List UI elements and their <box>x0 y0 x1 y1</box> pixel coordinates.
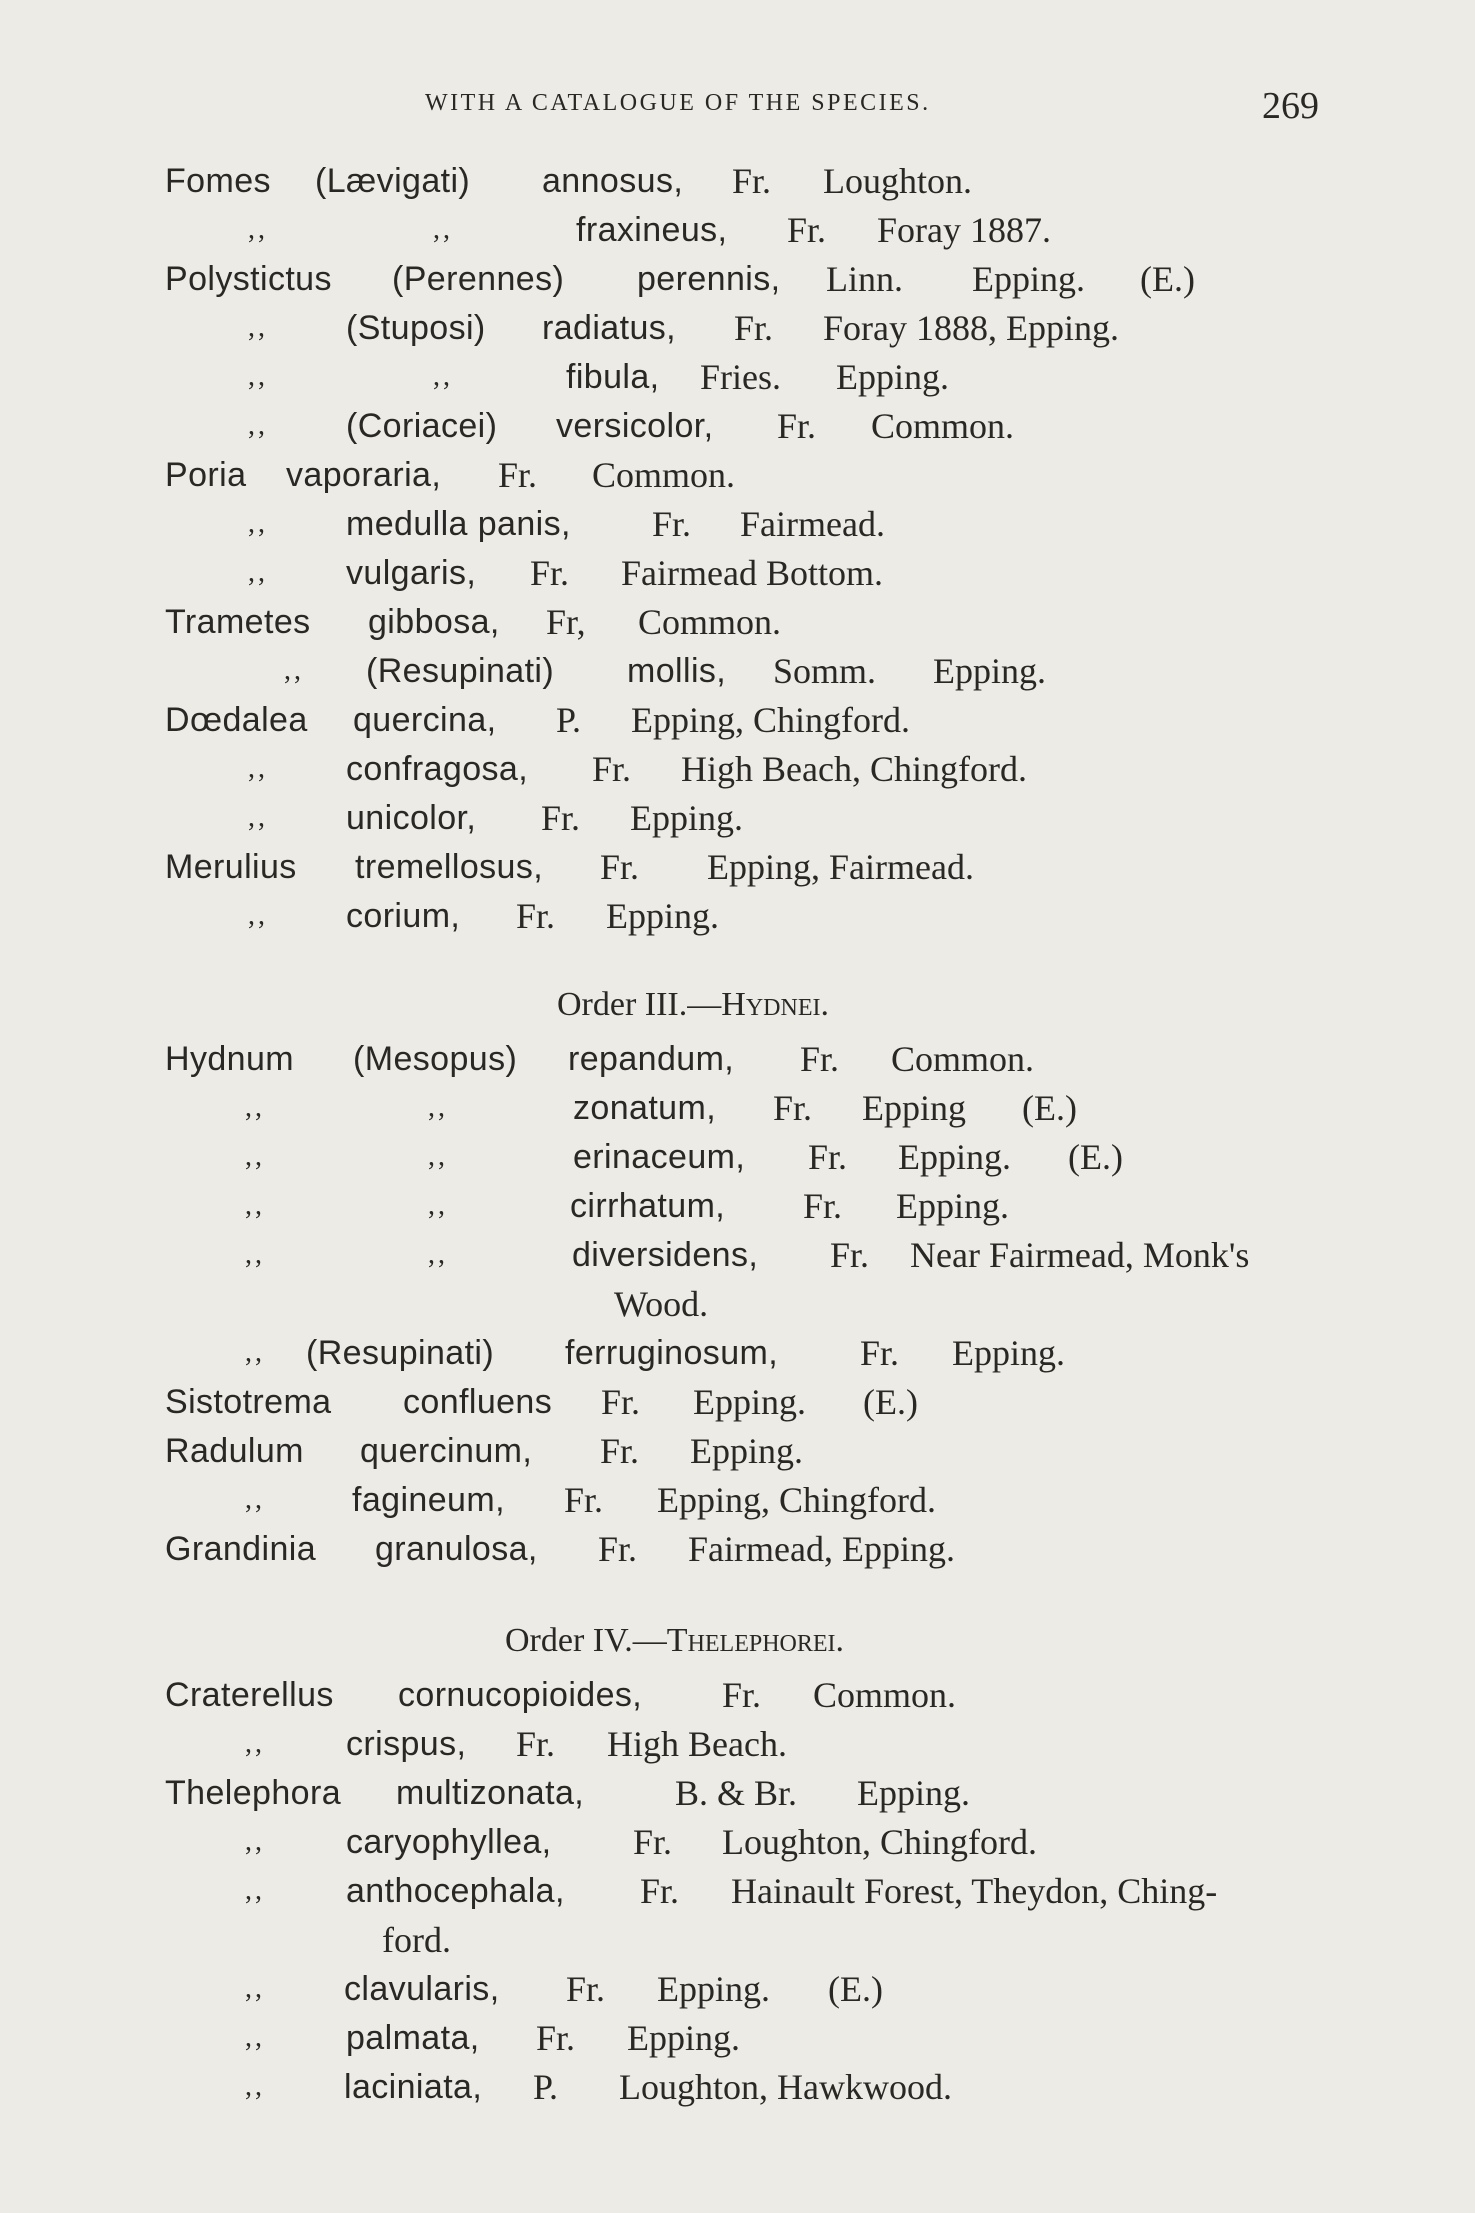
locality: Epping. <box>952 1333 1065 1373</box>
catalogue-entry <box>0 794 1475 842</box>
ditto-mark: ,, <box>245 2071 265 2102</box>
authority: Fr. <box>830 1235 870 1275</box>
locality: Epping. <box>836 357 949 397</box>
species: cirrhatum, <box>570 1187 726 1225</box>
authority: Fr. <box>598 1529 638 1569</box>
species: corium, <box>346 897 461 935</box>
ditto-mark: ,, <box>428 1239 448 1270</box>
ditto-mark: ,, <box>428 1092 448 1123</box>
authority: Fr, <box>546 602 586 642</box>
order-name: Thelephorei. <box>666 1622 845 1659</box>
subgroup: (Resupinati) <box>306 1334 495 1372</box>
species: fagineum, <box>352 1481 505 1519</box>
catalogue-entry <box>0 892 1475 940</box>
authority: Fr. <box>530 553 570 593</box>
running-title: WITH A CATALOGUE OF THE SPECIES. <box>425 90 931 116</box>
genus: Grandinia <box>165 1530 317 1568</box>
catalogue-entry <box>0 1525 1475 1573</box>
locality: Epping, Chingford. <box>657 1480 936 1520</box>
catalogue-entry <box>0 1378 1475 1426</box>
authority: Fr. <box>516 896 556 936</box>
catalogue-entry <box>0 2063 1475 2111</box>
species: confragosa, <box>346 750 529 788</box>
ditto-mark: ,, <box>248 753 268 784</box>
authority: Fr. <box>541 798 581 838</box>
authority: Fr. <box>516 1724 556 1764</box>
authority: Fr. <box>777 406 817 446</box>
ditto-mark: ,, <box>433 214 453 245</box>
authority: Fr. <box>536 2018 576 2058</box>
authority: B. & Br. <box>675 1773 798 1813</box>
authority: Fr. <box>566 1969 606 2009</box>
catalogue-entry <box>0 1084 1475 1132</box>
page-number: 269 <box>1262 85 1319 127</box>
genus: Dœdalea <box>165 701 308 739</box>
page-header <box>0 86 1475 126</box>
species: diversidens, <box>572 1236 759 1274</box>
locality-continuation: Wood. <box>614 1284 709 1324</box>
locality: Epping. <box>898 1137 1011 1177</box>
catalogue-entry <box>0 1720 1475 1768</box>
locality: Common. <box>592 455 736 495</box>
ditto-mark: ,, <box>248 361 268 392</box>
locality: Loughton, Hawkwood. <box>619 2067 952 2107</box>
locality: Fairmead, Epping. <box>688 1529 955 1569</box>
ditto-mark: ,, <box>433 361 453 392</box>
species: gibbosa, <box>368 603 500 641</box>
locality: Epping. <box>896 1186 1009 1226</box>
locality: High Beach. <box>607 1724 787 1764</box>
species: clavularis, <box>344 1970 500 2008</box>
order-heading-text <box>505 1617 844 1665</box>
catalogue-entry <box>0 1476 1475 1524</box>
note: (E.) <box>1068 1137 1123 1177</box>
genus: Hydnum <box>165 1040 295 1078</box>
catalogue-entry <box>0 1867 1475 1915</box>
catalogue-entry <box>0 1818 1475 1866</box>
catalogue-entry <box>0 1133 1475 1181</box>
order-number: Order III.— <box>557 986 722 1023</box>
ditto-mark: ,, <box>245 1484 265 1515</box>
genus: Craterellus <box>165 1676 334 1714</box>
subgroup: (Resupinati) <box>366 652 555 690</box>
catalogue-entry-continuation <box>0 1280 1475 1328</box>
species: quercina, <box>353 701 497 739</box>
locality: Epping. <box>857 1773 970 1813</box>
genus: Poria <box>165 456 247 494</box>
catalogue-entry <box>0 500 1475 548</box>
catalogue-entry <box>0 598 1475 646</box>
locality: Near Fairmead, Monk's <box>910 1235 1250 1275</box>
locality: Epping, Fairmead. <box>707 847 974 887</box>
locality: Epping. <box>606 896 719 936</box>
species: quercinum, <box>360 1432 533 1470</box>
order-heading <box>0 1617 1475 1665</box>
catalogue-entry <box>0 1965 1475 2013</box>
species: cornucopioides, <box>398 1676 643 1714</box>
locality: High Beach, Chingford. <box>681 749 1027 789</box>
genus: Merulius <box>165 848 297 886</box>
ditto-mark: ,, <box>245 2022 265 2053</box>
catalogue-entry <box>0 1231 1475 1279</box>
note: (E.) <box>828 1969 883 2009</box>
locality: Epping, Chingford. <box>631 700 910 740</box>
order-name: Hydnei. <box>721 986 829 1023</box>
catalogue-entry <box>0 1182 1475 1230</box>
note: (E.) <box>1140 259 1195 299</box>
locality-continuation: ford. <box>382 1920 451 1960</box>
authority: Fr. <box>600 1431 640 1471</box>
authority: Fr. <box>860 1333 900 1373</box>
locality: Foray 1888, Epping. <box>823 308 1119 348</box>
species: fibula, <box>566 358 660 396</box>
species: zonatum, <box>573 1089 717 1127</box>
genus: Radulum <box>165 1432 304 1470</box>
genus: Fomes <box>165 162 271 200</box>
locality: Epping. <box>693 1382 806 1422</box>
catalogue-entry <box>0 451 1475 499</box>
locality: Epping. <box>627 2018 740 2058</box>
species: annosus, <box>542 162 684 200</box>
locality: Epping. <box>630 798 743 838</box>
ditto-mark: ,, <box>245 1973 265 2004</box>
order-number: Order IV.— <box>505 1622 667 1659</box>
species: repandum, <box>568 1040 735 1078</box>
authority: Fr. <box>601 1382 641 1422</box>
locality: Fairmead Bottom. <box>621 553 883 593</box>
locality: Epping. <box>690 1431 803 1471</box>
species: tremellosus, <box>355 848 544 886</box>
order-heading <box>0 981 1475 1029</box>
authority: Fr. <box>773 1088 813 1128</box>
ditto-mark: ,, <box>245 1092 265 1123</box>
ditto-mark: ,, <box>248 410 268 441</box>
catalogue-entry-continuation <box>0 1916 1475 1964</box>
ditto-mark: ,, <box>245 1190 265 1221</box>
locality: Common. <box>871 406 1015 446</box>
species: granulosa, <box>375 1530 538 1568</box>
ditto-mark: ,, <box>428 1190 448 1221</box>
genus: Polystictus <box>165 260 332 298</box>
species: mollis, <box>627 652 727 690</box>
species: fraxineus, <box>576 211 728 249</box>
species: multizonata, <box>396 1774 585 1812</box>
species: erinaceum, <box>573 1138 746 1176</box>
catalogue-entry <box>0 1329 1475 1377</box>
authority: Fries. <box>700 357 781 397</box>
locality: Fairmead. <box>740 504 885 544</box>
note: (E.) <box>863 1382 918 1422</box>
catalogue-entry <box>0 1671 1475 1719</box>
ditto-mark: ,, <box>245 1239 265 1270</box>
authority: Fr. <box>592 749 632 789</box>
catalogue-entry <box>0 2014 1475 2062</box>
catalogue-entry <box>0 843 1475 891</box>
subgroup: (Stuposi) <box>346 309 486 347</box>
catalogue-entry <box>0 206 1475 254</box>
authority: Fr. <box>787 210 827 250</box>
authority: Fr. <box>652 504 692 544</box>
locality: Epping <box>862 1088 966 1128</box>
catalogue-entry <box>0 647 1475 695</box>
catalogue-entry <box>0 549 1475 597</box>
subgroup: (Coriacei) <box>346 407 498 445</box>
species: unicolor, <box>346 799 477 837</box>
species: caryophyllea, <box>346 1823 552 1861</box>
subgroup: (Perennes) <box>392 260 565 298</box>
species: palmata, <box>346 2019 480 2057</box>
genus: Trametes <box>165 603 311 641</box>
species: ferruginosum, <box>565 1334 779 1372</box>
authority: Fr. <box>800 1039 840 1079</box>
species: perennis, <box>637 260 781 298</box>
catalogue-entry <box>0 402 1475 450</box>
locality: Epping. <box>933 651 1046 691</box>
ditto-mark: ,, <box>248 312 268 343</box>
ditto-mark: ,, <box>245 1141 265 1172</box>
authority: Fr. <box>600 847 640 887</box>
locality: Common. <box>891 1039 1035 1079</box>
species: anthocephala, <box>346 1872 565 1910</box>
genus: Thelephora <box>165 1774 342 1812</box>
ditto-mark: ,, <box>284 655 304 686</box>
authority: Fr. <box>808 1137 848 1177</box>
authority: Fr. <box>803 1186 843 1226</box>
locality: Common. <box>638 602 782 642</box>
ditto-mark: ,, <box>248 557 268 588</box>
species: vulgaris, <box>346 554 477 592</box>
ditto-mark: ,, <box>245 1337 265 1368</box>
order-heading-text <box>557 981 829 1029</box>
catalogue-entry <box>0 157 1475 205</box>
authority: Fr. <box>640 1871 680 1911</box>
locality: Epping. <box>657 1969 770 2009</box>
ditto-mark: ,, <box>428 1141 448 1172</box>
locality: Foray 1887. <box>877 210 1051 250</box>
authority: Somm. <box>773 651 877 691</box>
authority: P. <box>533 2067 559 2107</box>
locality: Common. <box>813 1675 957 1715</box>
species: confluens <box>403 1383 553 1421</box>
catalogue-entry <box>0 696 1475 744</box>
authority: Fr. <box>734 308 774 348</box>
ditto-mark: ,, <box>248 214 268 245</box>
authority: Fr. <box>564 1480 604 1520</box>
species: versicolor, <box>556 407 714 445</box>
catalogue-entry <box>0 1427 1475 1475</box>
locality: Loughton. <box>823 161 972 201</box>
locality: Epping. <box>972 259 1085 299</box>
authority: Fr. <box>498 455 538 495</box>
note: (E.) <box>1022 1088 1077 1128</box>
ditto-mark: ,, <box>245 1826 265 1857</box>
authority: Fr. <box>722 1675 762 1715</box>
authority: P. <box>556 700 582 740</box>
species: radiatus, <box>542 309 677 347</box>
locality: Loughton, Chingford. <box>722 1822 1037 1862</box>
species: crispus, <box>346 1725 467 1763</box>
ditto-mark: ,, <box>248 508 268 539</box>
catalogue-entry <box>0 304 1475 352</box>
authority: Fr. <box>732 161 772 201</box>
ditto-mark: ,, <box>248 900 268 931</box>
ditto-mark: ,, <box>245 1728 265 1759</box>
species: laciniata, <box>344 2068 483 2106</box>
authority: Fr. <box>633 1822 673 1862</box>
subgroup: (Lævigati) <box>315 162 471 200</box>
catalogue-entry <box>0 255 1475 303</box>
species: medulla panis, <box>346 505 571 543</box>
catalogue-entry <box>0 353 1475 401</box>
catalogue-entry <box>0 1769 1475 1817</box>
subgroup: (Mesopus) <box>353 1040 518 1078</box>
species: vaporaria, <box>286 456 442 494</box>
ditto-mark: ,, <box>245 1875 265 1906</box>
ditto-mark: ,, <box>248 802 268 833</box>
authority: Linn. <box>826 259 903 299</box>
catalogue-entry <box>0 1035 1475 1083</box>
catalogue-entry <box>0 745 1475 793</box>
locality: Hainault Forest, Theydon, Ching- <box>731 1871 1218 1911</box>
genus: Sistotrema <box>165 1383 332 1421</box>
